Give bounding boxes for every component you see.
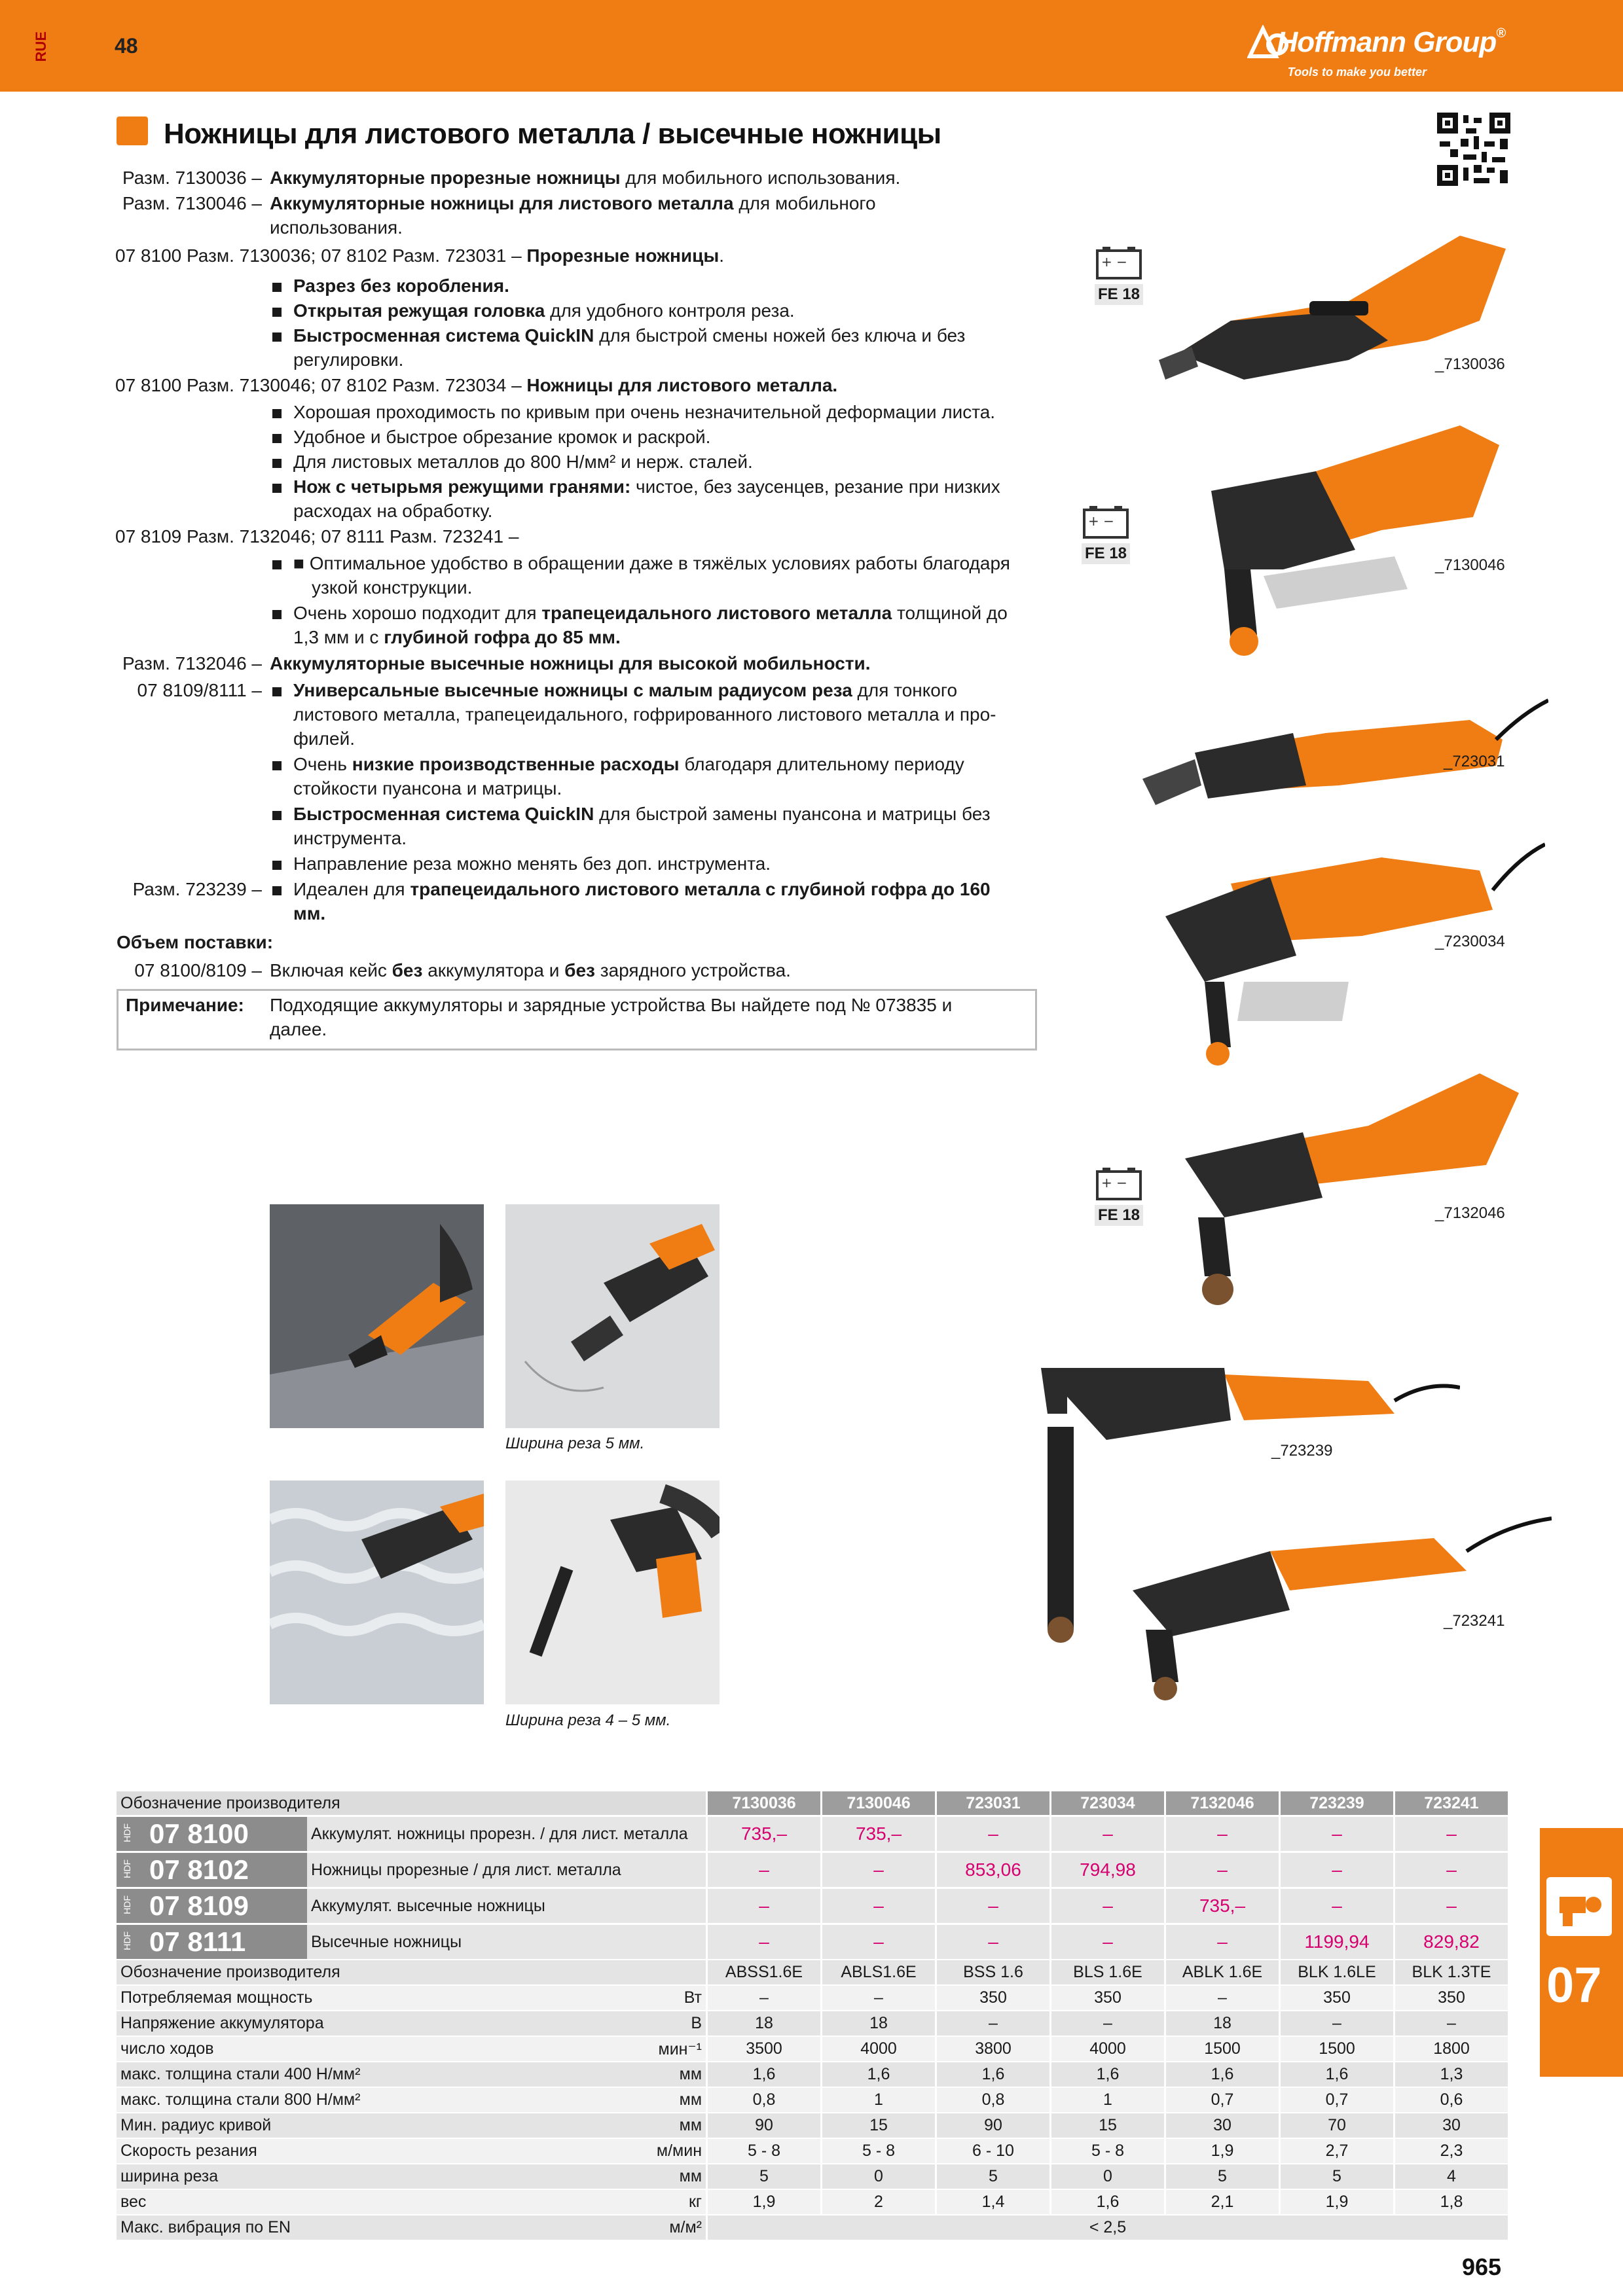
- bullet-icon: [272, 283, 282, 292]
- spec-name: Макс. вибрация по EN: [117, 2215, 513, 2240]
- spec-row: [117, 1960, 1508, 1985]
- bullet-icon: [272, 811, 282, 820]
- product-code-caption: _7230034: [1435, 933, 1505, 950]
- spec-value: 350: [936, 1985, 1051, 2011]
- price-cell: –: [707, 1888, 822, 1924]
- application-photo-2: [505, 1204, 720, 1428]
- spec-value: 2,7: [1280, 2138, 1395, 2164]
- bullet-text: Разрез без коробления.: [293, 276, 509, 296]
- spec-name: Обозначение производителя: [117, 1960, 513, 1985]
- spec-unit: м/м²: [513, 2215, 707, 2240]
- product-row[interactable]: [117, 1852, 1508, 1888]
- product-row[interactable]: [117, 1888, 1508, 1924]
- spec-unit: [513, 1960, 707, 1985]
- spec-value: 0,7: [1165, 2087, 1280, 2113]
- spec-value: BLS 1.6E: [1051, 1960, 1165, 1985]
- line-label: Разм. 7130036 –: [122, 168, 262, 188]
- spec-unit: мм: [513, 2164, 707, 2189]
- product-row[interactable]: [117, 1924, 1508, 1960]
- spec-row: [117, 1985, 1508, 2011]
- product-row[interactable]: [117, 1816, 1508, 1852]
- price-cell: –: [822, 1852, 936, 1888]
- bullet-icon: [272, 560, 282, 569]
- spec-value: 1,6: [1165, 2062, 1280, 2087]
- bullet-text: узкой конструкции.: [312, 577, 473, 598]
- spec-value: 5: [1165, 2164, 1280, 2189]
- bullet-text: Хорошая проходимость по кривым при очень незначительной деформации листа.: [293, 402, 996, 422]
- battery-icon: [1095, 1165, 1143, 1202]
- page-number-top: 48: [115, 34, 138, 58]
- spec-value: 4000: [822, 2036, 936, 2062]
- application-photo-1: [270, 1204, 484, 1428]
- bullet-text: Идеален для трапецеидального листового металла с глубиной гофра до 160: [293, 879, 991, 899]
- spec-value: 1,3: [1395, 2062, 1508, 2087]
- spec-value: 0,7: [1280, 2087, 1395, 2113]
- spec-value: 18: [707, 2011, 822, 2036]
- line-label: Разм. 7130046 –: [122, 193, 262, 213]
- spec-value: 0,6: [1395, 2087, 1508, 2113]
- spec-value: 1,9: [1165, 2138, 1280, 2164]
- spec-value: 90: [936, 2113, 1051, 2138]
- price-cell: –: [936, 1816, 1051, 1852]
- code-tag: HDF: [122, 1895, 132, 1914]
- spec-unit: мм: [513, 2062, 707, 2087]
- bullet-text: инструмента.: [293, 828, 407, 848]
- product-code-caption: _723241: [1444, 1612, 1505, 1630]
- section-tab[interactable]: [1540, 1828, 1623, 2077]
- bullet-icon: [272, 687, 282, 696]
- price-cell: –: [1051, 1924, 1165, 1960]
- spec-row: [117, 2138, 1508, 2164]
- order-number[interactable]: HDF 07 8102: [117, 1852, 307, 1888]
- line-label: 07 8100/8109 –: [134, 960, 262, 980]
- svg-text:+ −: + −: [1101, 1175, 1127, 1191]
- bullet-text: ■ Оптимальное удобство в обращении даже в тяжёлых условиях работы благодаря: [293, 553, 1010, 573]
- spec-value: 1500: [1165, 2036, 1280, 2062]
- model-column: 723031: [936, 1791, 1051, 1816]
- line-label: Разм. 723239 –: [132, 879, 262, 899]
- bullet-text: расходах на обработку.: [293, 501, 493, 521]
- line-label: 07 8109/8111 –: [137, 680, 262, 700]
- bullet-text: Очень низкие производственные расходы благодаря длительному периоду: [293, 754, 964, 774]
- spec-value: 1500: [1280, 2036, 1395, 2062]
- tool-image-7132046: [1172, 1067, 1525, 1316]
- spec-unit: В: [513, 2011, 707, 2036]
- brand-tagline: Tools to make you better: [1287, 65, 1427, 79]
- battery-icon: [1082, 503, 1130, 540]
- order-number[interactable]: HDF 07 8100: [117, 1816, 307, 1852]
- fein-brand-icon: [117, 117, 148, 145]
- line-text: использования.: [270, 217, 403, 238]
- battery-label: FE 18: [1082, 543, 1130, 564]
- spec-name: Мин. радиус кривой: [117, 2113, 513, 2138]
- spec-value: 1,8: [1395, 2189, 1508, 2215]
- language-code: RUE: [33, 31, 49, 62]
- spec-name: вес: [117, 2189, 513, 2215]
- bullet-icon: [272, 308, 282, 317]
- spec-value: 0: [822, 2164, 936, 2189]
- bullet-icon: [272, 484, 282, 493]
- bullet-icon: [272, 610, 282, 619]
- table-header-row: [117, 1791, 1508, 1816]
- spec-value: 1,9: [1280, 2189, 1395, 2215]
- spec-value: BLK 1.3TE: [1395, 1960, 1508, 1985]
- code-tag: HDF: [122, 1823, 132, 1842]
- model-column: 723239: [1280, 1791, 1395, 1816]
- delivery-title: Объем поставки:: [117, 932, 274, 952]
- battery-label: FE 18: [1095, 1205, 1143, 1226]
- price-cell: –: [707, 1852, 822, 1888]
- photo-caption: Ширина реза 5 мм.: [505, 1435, 645, 1452]
- spec-row: [117, 2189, 1508, 2215]
- product-description: Аккумулят. высечные ножницы: [307, 1888, 707, 1924]
- spec-value: 1,6: [1280, 2062, 1395, 2087]
- price-cell: 735,–: [1165, 1888, 1280, 1924]
- spec-value: 350: [1280, 1985, 1395, 2011]
- code-tag: HDF: [122, 1931, 132, 1950]
- price-cell: 853,06: [936, 1852, 1051, 1888]
- product-code-caption: _7130036: [1435, 355, 1505, 373]
- price-cell: –: [707, 1924, 822, 1960]
- spec-value: 30: [1395, 2113, 1508, 2138]
- spec-value: 1,6: [822, 2062, 936, 2087]
- product-code-caption: _7132046: [1435, 1204, 1505, 1222]
- section-heading: 07 8100 Разм. 7130046; 07 8102 Разм. 723034 – Ножницы для листового металла.: [115, 375, 838, 395]
- spec-value: ABLK 1.6E: [1165, 1960, 1280, 1985]
- spec-value: 5 - 8: [1051, 2138, 1165, 2164]
- spec-value: 5 - 8: [707, 2138, 822, 2164]
- spec-value: BLK 1.6LE: [1280, 1960, 1395, 1985]
- spec-value: 5: [1280, 2164, 1395, 2189]
- bullet-icon: [272, 434, 282, 443]
- spec-value: 6 - 10: [936, 2138, 1051, 2164]
- section-heading: 07 8109 Разм. 7132046; 07 8111 Разм. 723241 –: [115, 526, 519, 547]
- bullet-text: Очень хорошо подходит для трапецеидального листового металла толщиной до: [293, 603, 1008, 623]
- brand-name: Hoffmann Group®: [1277, 26, 1505, 58]
- price-cell: –: [1051, 1816, 1165, 1852]
- spec-value: 1800: [1395, 2036, 1508, 2062]
- line-text: Аккумуляторные прорезные ножницы для мобильного использования.: [270, 168, 901, 188]
- spec-unit: м/мин: [513, 2138, 707, 2164]
- product-code-caption: _7130046: [1435, 556, 1505, 574]
- spec-table: [117, 1791, 1508, 2240]
- spec-value: 0: [1051, 2164, 1165, 2189]
- spec-value: 1,6: [936, 2062, 1051, 2087]
- photo-caption: Ширина реза 4 – 5 мм.: [505, 1712, 671, 1729]
- product-code-caption: _723031: [1444, 753, 1505, 770]
- bullet-text: Быстросменная система QuickIN для быстрой смены ножей без ключа и без: [293, 325, 966, 346]
- spec-value: –: [1051, 2011, 1165, 2036]
- price-cell: –: [1280, 1888, 1395, 1924]
- price-cell: 829,82: [1395, 1924, 1508, 1960]
- spec-value: 2: [822, 2189, 936, 2215]
- qr-code-icon[interactable]: [1437, 113, 1510, 186]
- spec-value: 30: [1165, 2113, 1280, 2138]
- bullet-text: Нож с четырьмя режущими гранями: чистое, без заусенцев, резание при низких: [293, 476, 1000, 497]
- spec-value: 4: [1395, 2164, 1508, 2189]
- spec-value: 3500: [707, 2036, 822, 2062]
- spec-value: 1,6: [707, 2062, 822, 2087]
- tool-image-7230034: [1152, 818, 1545, 1093]
- spec-value: –: [1165, 1985, 1280, 2011]
- spec-value: 2,3: [1395, 2138, 1508, 2164]
- line-text: Аккумуляторные высечные ножницы для высокой мобильности.: [270, 653, 871, 673]
- product-code-caption: _723239: [1271, 1442, 1333, 1460]
- battery-icon: [1095, 244, 1143, 281]
- spec-unit: кг: [513, 2189, 707, 2215]
- spec-value: –: [936, 2011, 1051, 2036]
- price-cell: 735,–: [707, 1816, 822, 1852]
- bullet-icon: [272, 886, 282, 895]
- price-cell: –: [936, 1924, 1051, 1960]
- spec-value: BSS 1.6: [936, 1960, 1051, 1985]
- delivery-text: Включая кейс без аккумулятора и без зарядного устройства.: [270, 960, 791, 980]
- note-text: далее.: [270, 1019, 327, 1039]
- spec-row: [117, 2164, 1508, 2189]
- spec-value: 5: [936, 2164, 1051, 2189]
- bullet-icon: [272, 332, 282, 342]
- bullet-icon: [272, 861, 282, 870]
- spec-unit: мм: [513, 2087, 707, 2113]
- price-cell: 735,–: [822, 1816, 936, 1852]
- bullet-text: Для листовых металлов до 800 Н/мм² и нерж. сталей.: [293, 452, 753, 472]
- spec-row: [117, 2113, 1508, 2138]
- mfr-header: Обозначение производителя: [117, 1791, 707, 1816]
- price-cell: –: [1395, 1888, 1508, 1924]
- price-cell: –: [822, 1888, 936, 1924]
- spec-name: Потребляемая мощность: [117, 1985, 513, 2011]
- price-cell: –: [1395, 1852, 1508, 1888]
- application-photo-4: [505, 1480, 720, 1704]
- line-label: Разм. 7132046 –: [122, 653, 262, 673]
- spec-value: 90: [707, 2113, 822, 2138]
- spec-name: Напряжение аккумулятора: [117, 2011, 513, 2036]
- spec-value: 18: [822, 2011, 936, 2036]
- spec-value: 1,9: [707, 2189, 822, 2215]
- spec-row: [117, 2215, 1508, 2240]
- bullet-text: регулировки.: [293, 350, 404, 370]
- battery-label: FE 18: [1095, 284, 1143, 305]
- model-column: 7130046: [822, 1791, 936, 1816]
- price-cell: –: [1051, 1888, 1165, 1924]
- spec-value: 350: [1395, 1985, 1508, 2011]
- spec-value: < 2,5: [707, 2215, 1508, 2240]
- spec-value: ABLS1.6E: [822, 1960, 936, 1985]
- spec-value: 1,6: [1051, 2062, 1165, 2087]
- spec-name: макс. толщина стали 400 Н/мм²: [117, 2062, 513, 2087]
- spec-row: [117, 2087, 1508, 2113]
- price-cell: –: [1165, 1852, 1280, 1888]
- spec-value: 0,8: [707, 2087, 822, 2113]
- spec-name: Скорость резания: [117, 2138, 513, 2164]
- spec-row: [117, 2011, 1508, 2036]
- spec-value: –: [822, 1985, 936, 2011]
- spec-value: –: [1395, 2011, 1508, 2036]
- bullet-text: 1,3 мм и с глубиной гофра до 85 мм.: [293, 627, 621, 647]
- spec-row: [117, 2036, 1508, 2062]
- bullet-text: Направление реза можно менять без доп. инструмента.: [293, 853, 771, 874]
- svg-text:+ −: + −: [1088, 513, 1114, 529]
- application-photo-3: [270, 1480, 484, 1704]
- bullet-icon: [272, 761, 282, 770]
- order-number[interactable]: HDF 07 8109: [117, 1888, 307, 1924]
- spec-unit: мм: [513, 2113, 707, 2138]
- code-tag: HDF: [122, 1859, 132, 1878]
- spec-value: 0,8: [936, 2087, 1051, 2113]
- section-tab-number: 07: [1546, 1958, 1602, 2013]
- spec-value: 3800: [936, 2036, 1051, 2062]
- spec-value: 350: [1051, 1985, 1165, 2011]
- battery-fe18-icon: [1095, 1165, 1143, 1224]
- page-number-bottom: 965: [1462, 2253, 1502, 2280]
- product-description: Ножницы прорезные / для лист. металла: [307, 1852, 707, 1888]
- order-number[interactable]: HDF 07 8111: [117, 1924, 307, 1960]
- price-cell: –: [1280, 1816, 1395, 1852]
- spec-unit: Вт: [513, 1985, 707, 2011]
- spec-value: 70: [1280, 2113, 1395, 2138]
- bullet-text: Удобное и быстрое обрезание кромок и раскрой.: [293, 427, 711, 447]
- spec-value: 5: [707, 2164, 822, 2189]
- model-column: 723241: [1395, 1791, 1508, 1816]
- svg-text:+ −: + −: [1101, 254, 1127, 270]
- price-cell: 1199,94: [1280, 1924, 1395, 1960]
- model-column: 723034: [1051, 1791, 1165, 1816]
- spec-value: 18: [1165, 2011, 1280, 2036]
- note-text: Подходящие аккумуляторы и зарядные устройства Вы найдете под № 073835 и: [270, 995, 953, 1015]
- model-column: 7132046: [1165, 1791, 1280, 1816]
- product-description: Аккумулят. ножницы прорезн. / для лист. металла: [307, 1816, 707, 1852]
- price-cell: –: [1165, 1924, 1280, 1960]
- section-heading: 07 8100 Разм. 7130036; 07 8102 Разм. 723031 – Прорезные ножницы.: [115, 245, 725, 266]
- spec-value: 15: [1051, 2113, 1165, 2138]
- bullet-text: стойкости пуансона и матрицы.: [293, 778, 562, 798]
- model-column: 7130036: [707, 1791, 822, 1816]
- product-description: Высечные ножницы: [307, 1924, 707, 1960]
- spec-value: ABSS1.6E: [707, 1960, 822, 1985]
- power-tools-icon: [1546, 1877, 1612, 1936]
- spec-value: 1: [1051, 2087, 1165, 2113]
- bullet-icon: [272, 409, 282, 418]
- bullet-text: мм.: [293, 903, 326, 924]
- price-cell: –: [822, 1924, 936, 1960]
- battery-fe18-icon: [1095, 244, 1143, 303]
- spec-name: число ходов: [117, 2036, 513, 2062]
- spec-value: 4000: [1051, 2036, 1165, 2062]
- spec-name: ширина реза: [117, 2164, 513, 2189]
- bullet-icon: [272, 459, 282, 468]
- bullet-text: филей.: [293, 728, 356, 749]
- tool-image-7130046: [1185, 419, 1519, 661]
- spec-value: 5 - 8: [822, 2138, 936, 2164]
- bullet-text: Быстросменная система QuickIN для быстрой замены пуансона и матрицы без: [293, 804, 991, 824]
- price-cell: –: [1165, 1816, 1280, 1852]
- spec-value: 1: [822, 2087, 936, 2113]
- price-cell: 794,98: [1051, 1852, 1165, 1888]
- note-label: Примечание:: [126, 995, 244, 1015]
- spec-value: 15: [822, 2113, 936, 2138]
- bullet-text: Универсальные высечные ножницы с малым радиусом реза для тонкого: [293, 680, 958, 700]
- bullet-text: листового металла, трапецеидального, гофрированного листового металла и про-: [293, 704, 996, 725]
- bullet-text: Открытая режущая головка для удобного контроля реза.: [293, 300, 795, 321]
- price-cell: –: [1395, 1816, 1508, 1852]
- spec-value: 2,1: [1165, 2189, 1280, 2215]
- spec-unit: мин⁻¹: [513, 2036, 707, 2062]
- price-cell: –: [936, 1888, 1051, 1924]
- spec-value: 1,6: [1051, 2189, 1165, 2215]
- spec-name: макс. толщина стали 800 Н/мм²: [117, 2087, 513, 2113]
- line-text: Аккумуляторные ножницы для листового металла для мобильного: [270, 193, 876, 213]
- spec-value: –: [707, 1985, 822, 2011]
- spec-row: [117, 2062, 1508, 2087]
- spec-value: 1,4: [936, 2189, 1051, 2215]
- spec-value: –: [1280, 2011, 1395, 2036]
- price-cell: –: [1280, 1852, 1395, 1888]
- battery-fe18-icon: [1082, 503, 1130, 562]
- page-title: Ножницы для листового металла / высечные ножницы: [164, 118, 941, 150]
